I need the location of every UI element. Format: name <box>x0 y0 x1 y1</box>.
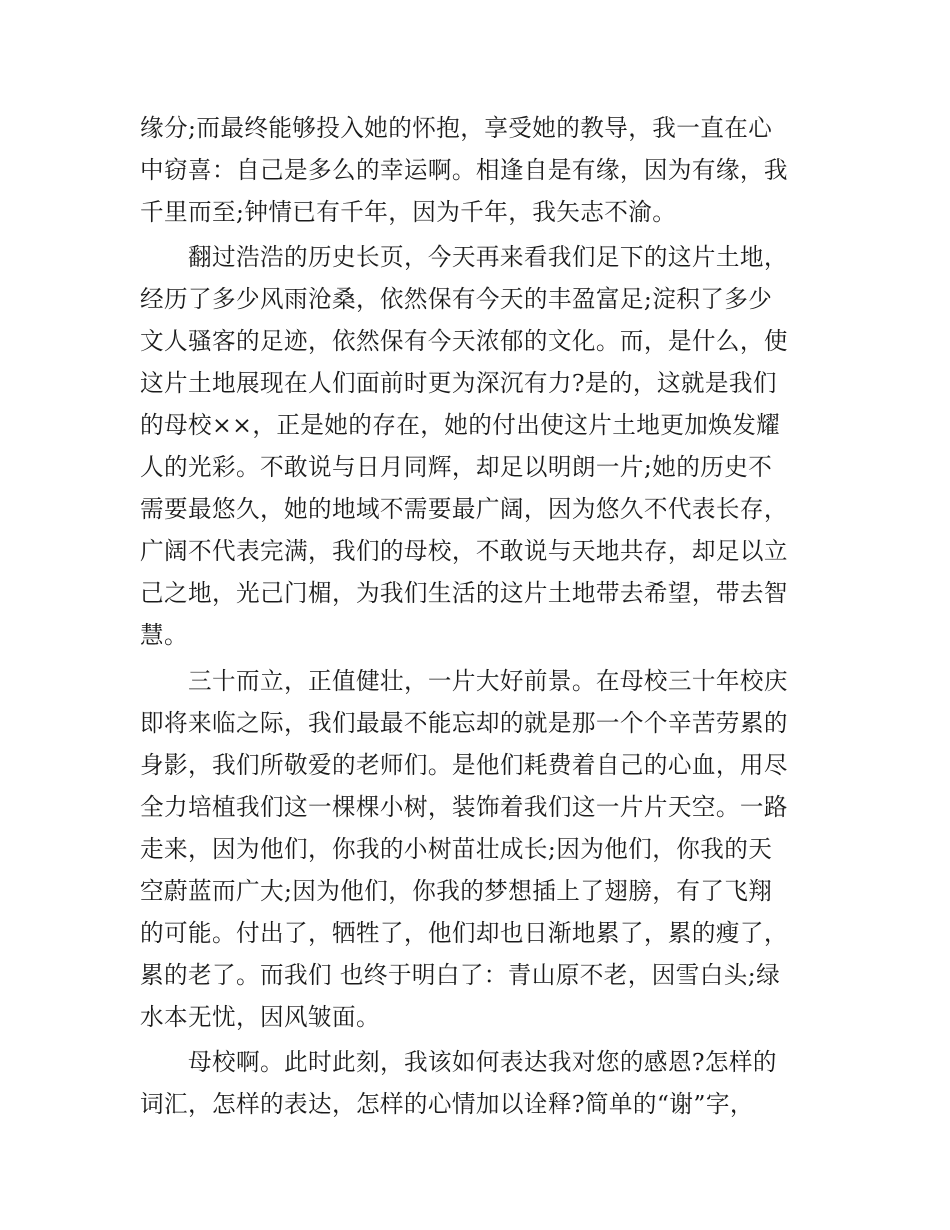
text-line: 词汇，怎样的表达，怎样的心情加以诠释?简单的“谢”字， <box>140 1089 754 1118</box>
text-line: 中窃喜：自己是多么的幸运啊。相逢自是有缘，因为有缘，我 <box>140 156 788 184</box>
text-line: 全力培植我们这一棵棵小树，装饰着我们这一片片天空。一路 <box>140 792 788 821</box>
text-line: 身影，我们所敬爱的老师们。是他们耗费着自己的心血，用尽 <box>140 750 788 779</box>
text-line: 母校啊。此时此刻，我该如何表达我对您的感恩?怎样的 <box>188 1047 777 1076</box>
text-line: 己之地，光己门楣，为我们生活的这片土地带去希望，带去智 <box>140 579 788 608</box>
text-line: 三十而立，正值健壮，一片大好前景。在母校三十年校庆 <box>188 666 788 695</box>
text-line: 千里而至;钟情已有千年，因为千年，我矢志不渝。 <box>140 198 677 226</box>
document-body <box>140 107 820 1128</box>
text-line: 水本无忧，因风皱面。 <box>140 1002 380 1031</box>
text-line: 的可能。付出了，牺牲了，他们却也日渐地累了，累的瘦了， <box>140 918 788 947</box>
text-line: 文人骚客的足迹，依然保有今天浓郁的文化。而，是什么，使 <box>140 327 788 356</box>
text-line: 翻过浩浩的历史长页，今天再来看我们足下的这片土地， <box>188 243 788 272</box>
text-line: 这片土地展现在人们面前时更为深沉有力?是的，这就是我们 <box>140 369 777 398</box>
text-line: 空蔚蓝而广大;因为他们，你我的梦想插上了翅膀，有了飞翔 <box>140 876 773 905</box>
text-line: 缘分;而最终能够投入她的怀抱，享受她的教导，我一直在心 <box>140 114 773 142</box>
paragraph-3 <box>140 660 820 1038</box>
paragraph-4 <box>140 1041 820 1125</box>
text-line: 即将来临之际，我们最最不能忘却的就是那一个个辛苦劳累的 <box>140 708 788 737</box>
paragraph-2 <box>140 236 820 656</box>
text-line: 人的光彩。不敢说与日月同辉，却足以明朗一片;她的历史不 <box>140 453 773 482</box>
text-line: 经历了多少风雨沧桑，依然保有今天的丰盈富足;淀积了多少 <box>140 285 773 314</box>
text-line: 的母校××，正是她的存在，她的付出使这片土地更加焕发耀 <box>140 411 781 440</box>
text-line: 累的老了。而我们 也终于明白了：青山原不老，因雪白头;绿 <box>140 960 781 989</box>
text-line: 走来，因为他们，你我的小树苗壮成长;因为他们，你我的天 <box>140 834 773 863</box>
paragraph-1 <box>140 107 820 233</box>
text-line: 需要最悠久，她的地域不需要最广阔，因为悠久不代表长存， <box>140 495 788 524</box>
text-line: 广阔不代表完满，我们的母校，不敢说与天地共存，却足以立 <box>140 537 788 566</box>
text-line: 慧。 <box>140 621 188 650</box>
